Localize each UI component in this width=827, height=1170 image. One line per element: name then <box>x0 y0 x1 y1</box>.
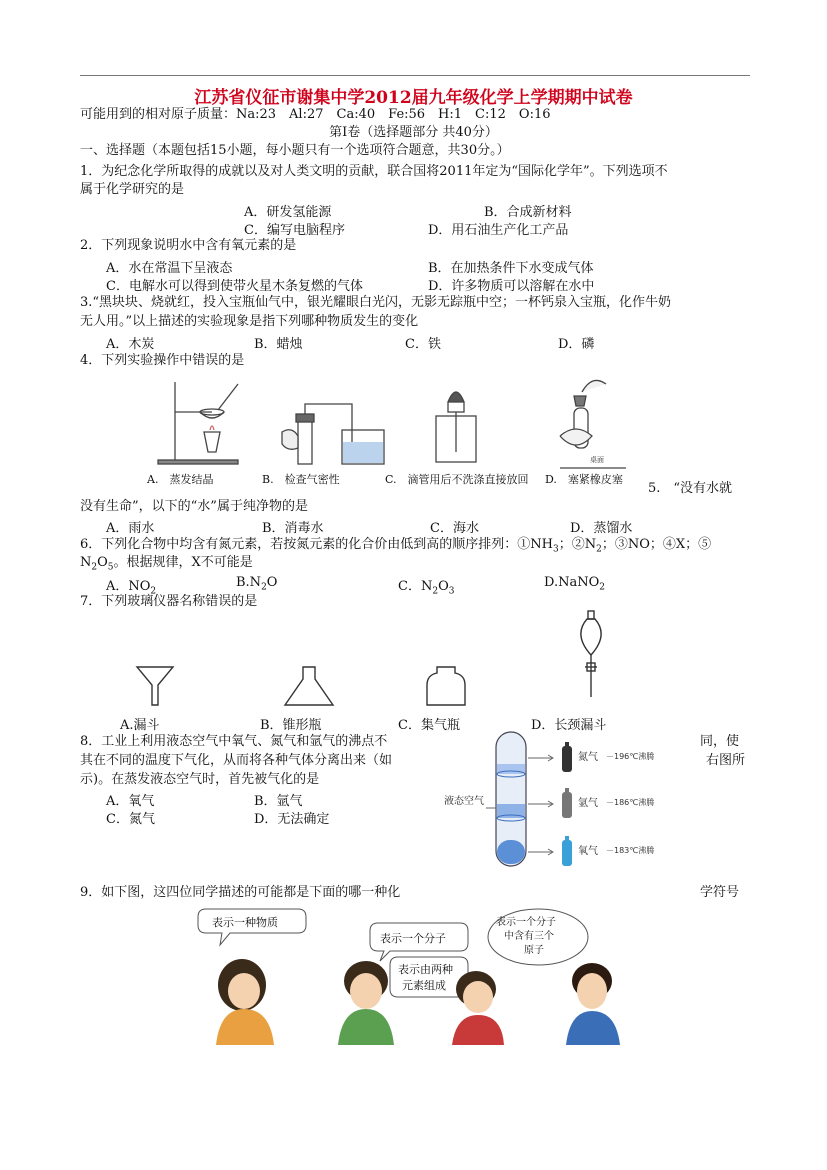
air-separation-figure <box>440 728 680 874</box>
liquid-air-label: 液态空气 <box>444 796 484 807</box>
q8-option-c: C．氮气 <box>106 812 155 827</box>
gas-cylinder-argon-icon <box>562 788 572 818</box>
gas1-temp: －196℃沸腾 <box>606 752 655 761</box>
output-arrow-3-icon <box>528 849 553 855</box>
q8-option-d: D．无法确定 <box>254 812 330 827</box>
output-arrow-1-icon <box>528 755 553 761</box>
desk-label: 桌面 <box>590 456 604 464</box>
students-figure <box>190 905 630 1045</box>
q9-stem: 9．如下图，这四位同学描述的可能都是下面的哪一种化 <box>80 885 401 900</box>
header-rule <box>80 75 750 76</box>
q7-option-b: B．锥形瓶 <box>260 718 322 733</box>
gas-jar-icon <box>427 667 465 705</box>
q8-line3: 示)。在蒸发液态空气时，首先被气化的是 <box>80 772 320 787</box>
q6-option-a: A．$NO_2$ <box>106 579 157 597</box>
q4-option-a: A. 蒸发结晶 <box>147 473 214 486</box>
q6-option-c: C．$N_2O_3$ <box>398 579 455 597</box>
q3-option-c: C．铁 <box>405 337 441 352</box>
svg-text:元素组成: 元素组成 <box>402 979 446 992</box>
output-arrow-2-icon <box>528 801 553 807</box>
student-4-icon <box>566 963 620 1045</box>
q8-option-b: B．氩气 <box>254 794 303 809</box>
q2-stem: 2．下列现象说明水中含有氧元素的是 <box>80 238 297 253</box>
section-heading: 第Ⅰ卷（选择题部分 共40分） <box>329 125 498 140</box>
student-1-icon <box>216 959 274 1045</box>
conical-flask-icon <box>285 667 333 705</box>
q1-option-b: B．合成新材料 <box>484 205 572 220</box>
q8-line2-tail: 右图所 <box>706 753 746 768</box>
q6-line1: 6．下列化合物中均含有氮元素，若按氮元素的化合价由低到高的顺序排列：$①NH_3$；$②N_2$；③NO；④X；⑤ <box>80 537 712 555</box>
gas-cylinder-oxygen-icon <box>562 836 572 866</box>
q8-line1: 8．工业上利用液态空气中氧气、氮气和氩气的沸点不 <box>80 734 388 749</box>
q7-option-a: A.漏斗 <box>120 718 160 733</box>
q2-option-a: A．水在常温下呈液态 <box>106 261 233 276</box>
student-2-icon <box>338 961 394 1045</box>
svg-text:表示一个分子: 表示一个分子 <box>496 917 556 928</box>
gas3-label: 氧气 <box>578 846 598 857</box>
speech-bubble-4 <box>488 909 588 965</box>
page-title: 江苏省仪征市谢集中学2012届九年级化学上学期期中试卷 <box>194 88 633 108</box>
gas2-label: 氩气 <box>578 798 598 809</box>
q4-option-d: D. 塞紧橡皮塞 <box>545 473 623 486</box>
q1-line1: 1．为纪念化学所取得的成就以及对人类文明的贡献，联合国将2011年定为“国际化学年”。下列选项不 <box>80 164 668 179</box>
q1-option-d: D．用石油生产化工产品 <box>428 223 569 238</box>
svg-text:表示一种物质: 表示一种物质 <box>212 916 278 929</box>
svg-text:表示一个分子: 表示一个分子 <box>380 932 446 945</box>
q3-option-d: D．磷 <box>558 337 595 352</box>
q8-line1-tail: 同，使 <box>700 734 740 749</box>
q5-line2: 没有生命”，以下的“水”属于纯净物的是 <box>80 499 308 514</box>
q7-stem: 7．下列玻璃仪器名称错误的是 <box>80 594 258 609</box>
q3-option-b: B．蜡烛 <box>254 337 303 352</box>
gas2-temp: －186℃沸腾 <box>606 798 655 807</box>
separation-column-icon <box>496 732 526 866</box>
q1-option-c: C．编写电脑程序 <box>244 223 345 238</box>
q5-option-c: C．海水 <box>430 521 479 536</box>
separatory-funnel-icon <box>581 611 601 697</box>
speech-bubble-1 <box>198 909 306 945</box>
gas1-label: 氮气 <box>578 752 598 763</box>
q3-line1: 3.“黑块块、烧就红，投入宝瓶仙气中，银光耀眼白光闪，无影无踪瓶中空；一杯钙泉入宝瓶，化作牛奶 <box>80 295 672 310</box>
student-3-icon <box>452 971 504 1045</box>
dropper-bottle-icon <box>436 392 476 462</box>
svg-text:中含有三个: 中含有三个 <box>504 931 554 942</box>
q6-option-b: $B.N_2O$ <box>236 575 278 593</box>
q4-option-c: C. 滴管用后不洗涤直接放回 <box>385 473 529 486</box>
q2-option-d: D．许多物质可以溶解在水中 <box>428 279 595 294</box>
evaporation-apparatus-icon <box>158 382 238 464</box>
q8-option-a: A．氧气 <box>106 794 155 809</box>
q5-option-b: B．消毒水 <box>262 521 324 536</box>
q6-option-d: D.NaNO$_2$ <box>544 575 605 593</box>
glassware-figure <box>125 605 635 713</box>
part1-heading: 一、选择题（本题包括15小题，每小题只有一个选项符合题意，共30分。） <box>80 143 510 158</box>
gas-tightness-apparatus-icon <box>282 404 384 464</box>
q1-option-a: A．研发氢能源 <box>244 205 332 220</box>
speech-bubble-2 <box>370 923 468 961</box>
gas-cylinder-nitrogen-icon <box>562 742 572 772</box>
q2-option-c: C．电解水可以得到使带火星木条复燃的气体 <box>106 279 363 294</box>
q3-line2: 无人用。”以上描述的实验现象是指下列哪种物质发生的变化 <box>80 314 419 329</box>
q7-option-c: C．集气瓶 <box>398 718 460 733</box>
q1-line2: 属于化学研究的是 <box>80 182 185 197</box>
q8-line2: 其在不同的温度下气化，从而将各种气体分离出来（如 <box>80 753 393 768</box>
gas3-temp: －183℃沸腾 <box>606 846 655 855</box>
q4-stem: 4．下列实验操作中错误的是 <box>80 353 245 368</box>
q2-option-b: B．在加热条件下水变成气体 <box>428 261 594 276</box>
q9-tail: 学符号 <box>700 885 740 900</box>
q3-option-a: A．木炭 <box>106 337 155 352</box>
svg-text:原子: 原子 <box>524 945 544 956</box>
q5-option-d: D．蒸馏水 <box>570 521 633 536</box>
q6-line2: $N_2O_5$。根据规律，X不可能是 <box>80 555 253 573</box>
svg-text:表示由两种: 表示由两种 <box>398 963 453 976</box>
q5-option-a: A．雨水 <box>106 521 155 536</box>
q5-tail: 5. “没有水就 <box>648 481 733 496</box>
q7-option-d: D．长颈漏斗 <box>531 718 607 733</box>
test-tube-stopper-icon <box>560 380 626 468</box>
atomic-mass-line: 可能用到的相对原子质量：Na:23 Al:27 Ca:40 Fe:56 H:1 C:12 O:16 <box>80 107 551 122</box>
q4-option-b: B. 检查气密性 <box>262 473 340 486</box>
funnel-icon <box>137 667 173 705</box>
